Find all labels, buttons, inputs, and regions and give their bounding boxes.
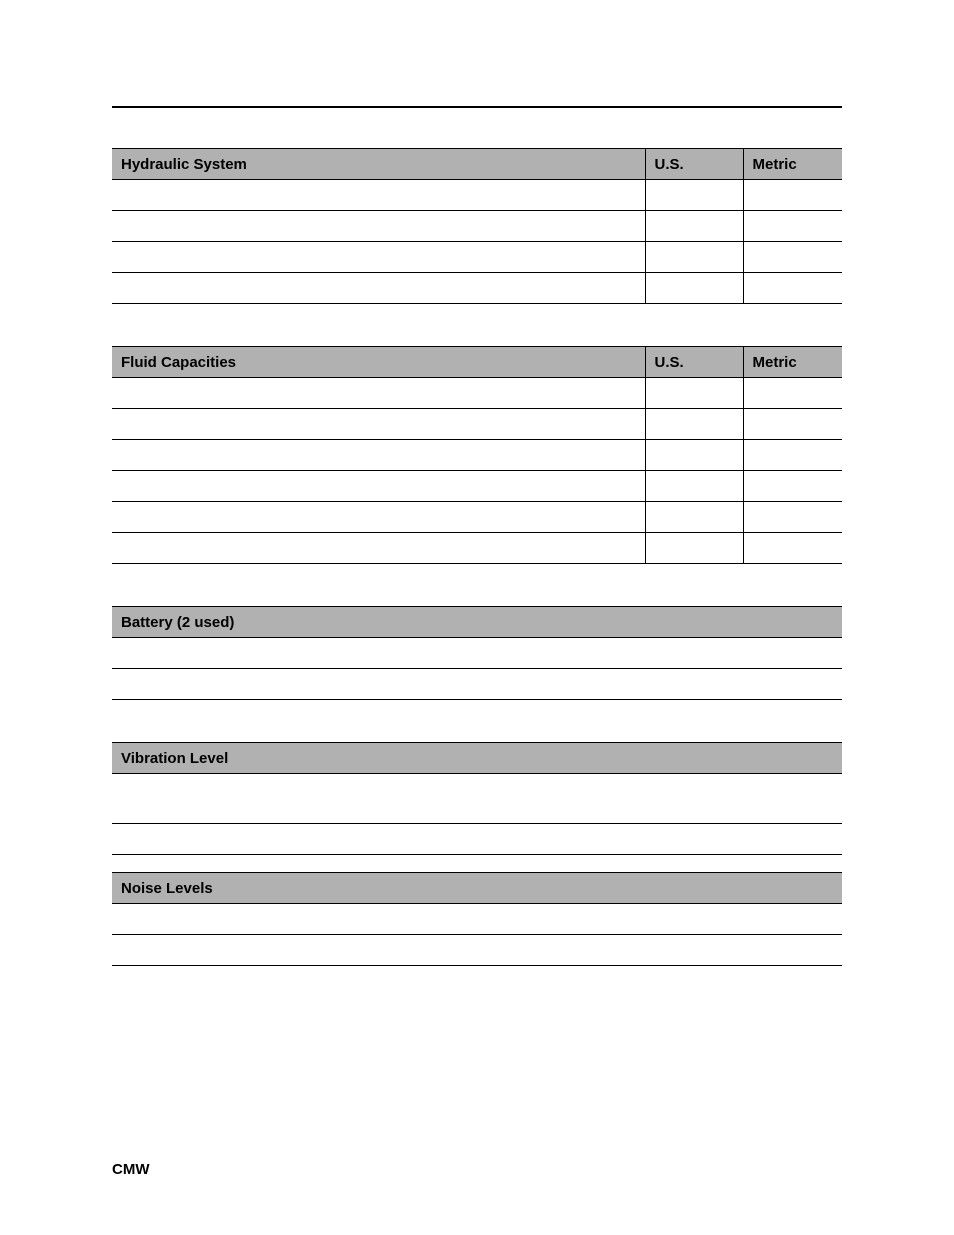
us-cell: [645, 502, 743, 533]
table-row: [112, 211, 842, 242]
table-row: [112, 471, 842, 502]
metric-column-header: Metric: [743, 149, 842, 180]
table-cell: [112, 904, 842, 935]
metric-cell: [743, 378, 842, 409]
us-cell: [645, 440, 743, 471]
row-label: [112, 440, 645, 471]
table-header-row: [112, 743, 842, 774]
vibration-level-table: [112, 742, 842, 855]
header-rule: [112, 106, 842, 108]
us-cell: [645, 180, 743, 211]
footer-label: CMW: [112, 1161, 150, 1178]
row-label: [112, 471, 645, 502]
row-label: [112, 502, 645, 533]
metric-cell: [743, 440, 842, 471]
us-cell: [645, 273, 743, 304]
row-label: [112, 211, 645, 242]
table-cell: [112, 935, 842, 966]
table-header-row: [112, 347, 842, 378]
metric-cell: [743, 409, 842, 440]
row-label: [112, 533, 645, 564]
row-label: [112, 180, 645, 211]
metric-cell: [743, 502, 842, 533]
us-cell: [645, 378, 743, 409]
row-label: [112, 378, 645, 409]
row-label: [112, 273, 645, 304]
table-header-row: [112, 873, 842, 904]
us-column-header: U.S.: [645, 149, 743, 180]
row-label: [112, 409, 645, 440]
table-row: [112, 904, 842, 935]
table-row: [112, 273, 842, 304]
table-cell: [112, 774, 842, 824]
table-header-row: [112, 149, 842, 180]
table-row: [112, 824, 842, 855]
hydraulic-system-heading: Hydraulic System: [112, 149, 645, 180]
hydraulic-system-table: [112, 148, 842, 304]
table-row: [112, 774, 842, 824]
battery-heading: Battery (2 used): [112, 607, 842, 638]
fluid-capacities-heading: Fluid Capacities: [112, 347, 645, 378]
table-row: [112, 533, 842, 564]
table-row: [112, 638, 842, 669]
row-label: [112, 242, 645, 273]
battery-table: [112, 606, 842, 700]
metric-cell: [743, 273, 842, 304]
table-row: [112, 440, 842, 471]
table-row: [112, 669, 842, 700]
noise-levels-heading: Noise Levels: [112, 873, 842, 904]
fluid-capacities-table: [112, 346, 842, 564]
metric-cell: [743, 211, 842, 242]
us-cell: [645, 471, 743, 502]
metric-column-header: Metric: [743, 347, 842, 378]
table-row: [112, 935, 842, 966]
us-cell: [645, 533, 743, 564]
us-column-header: U.S.: [645, 347, 743, 378]
us-cell: [645, 409, 743, 440]
table-cell: [112, 824, 842, 855]
us-cell: [645, 211, 743, 242]
metric-cell: [743, 471, 842, 502]
us-cell: [645, 242, 743, 273]
table-row: [112, 180, 842, 211]
table-row: [112, 502, 842, 533]
table-cell: [112, 669, 842, 700]
metric-cell: [743, 180, 842, 211]
table-header-row: [112, 607, 842, 638]
metric-cell: [743, 533, 842, 564]
table-row: [112, 378, 842, 409]
table-row: [112, 242, 842, 273]
noise-levels-table: [112, 872, 842, 966]
table-cell: [112, 638, 842, 669]
vibration-level-heading: Vibration Level: [112, 743, 842, 774]
metric-cell: [743, 242, 842, 273]
table-row: [112, 409, 842, 440]
